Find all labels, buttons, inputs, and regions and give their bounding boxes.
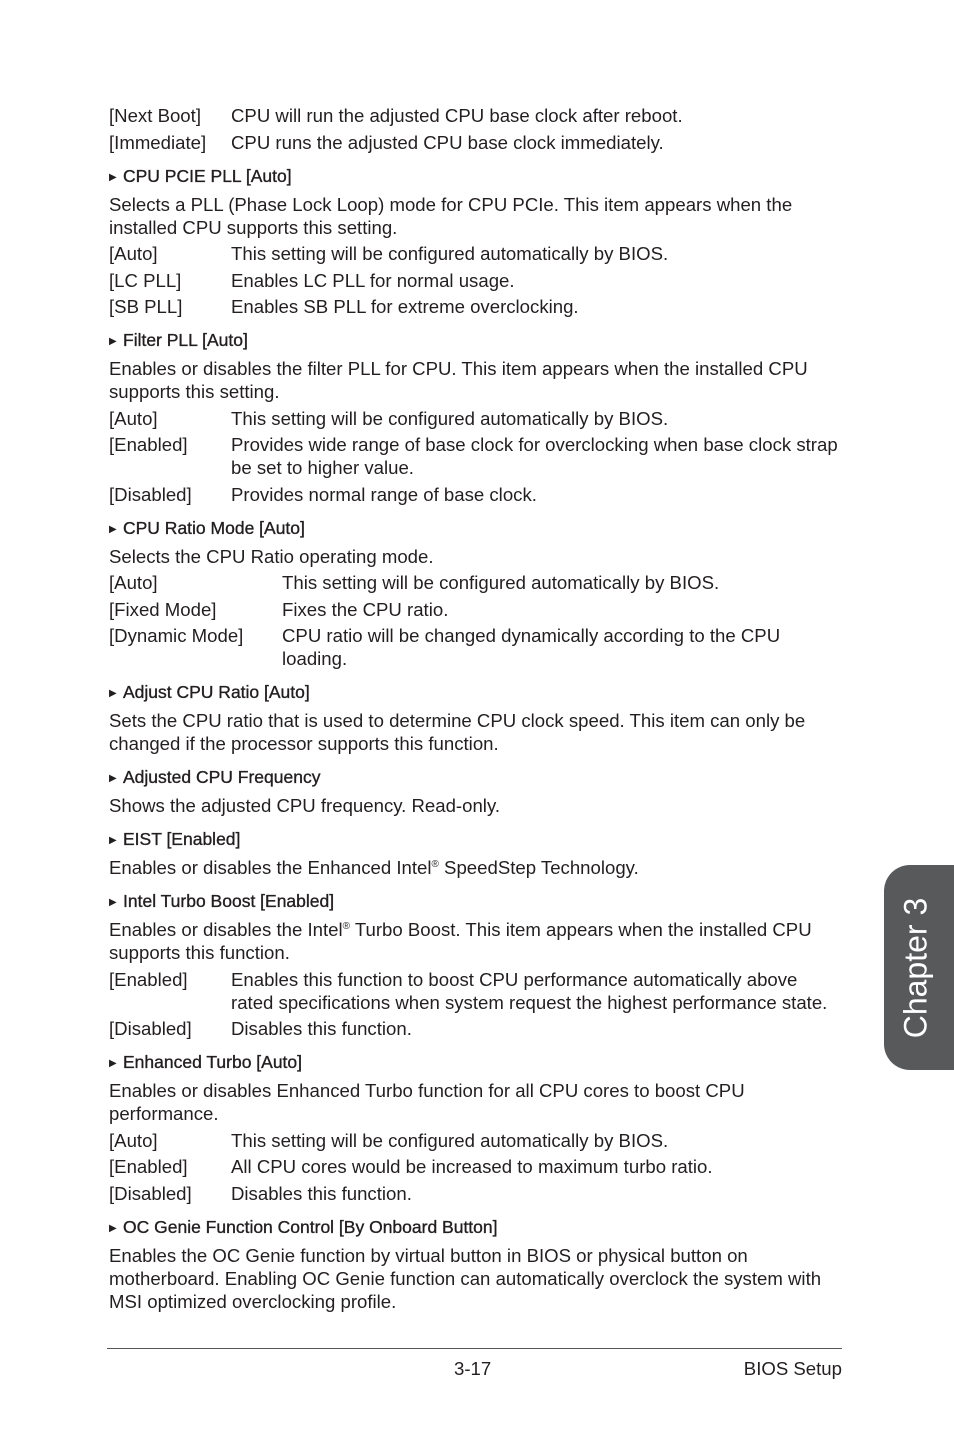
option-key: [Auto] xyxy=(109,1129,158,1151)
option-row xyxy=(109,407,844,430)
section-heading: ▶ Filter PLL [Auto] xyxy=(109,329,844,353)
option-row xyxy=(109,433,844,479)
option-value: Enables LC PLL for normal usage. xyxy=(231,269,515,291)
section-cpu-pcie-pll xyxy=(109,165,844,319)
option-value: CPU ratio will be changed dynamically according to the CPU loading. xyxy=(282,625,781,669)
option-key: [Disabled] xyxy=(109,1182,192,1204)
option-row xyxy=(109,598,844,621)
section-heading: ▶ Intel Turbo Boost [Enabled] xyxy=(109,890,844,914)
section-description: Sets the CPU ratio that is used to determine CPU clock speed. This item can only be changed if the processor supports this function. xyxy=(109,710,806,754)
section-intel-turbo-boost xyxy=(109,890,844,1040)
option-row xyxy=(109,483,844,506)
section-heading: ▶ CPU PCIE PLL [Auto] xyxy=(109,165,844,189)
option-key: [Enabled] xyxy=(109,968,188,990)
option-row xyxy=(109,1017,844,1040)
option-value: Disables this function. xyxy=(231,1182,412,1204)
option-value: All CPU cores would be increased to maximum turbo ratio. xyxy=(231,1156,713,1177)
option-value: Provides wide range of base clock for overclocking when base clock strap be set to higher value. xyxy=(231,434,838,478)
option-value: This setting will be configured automatically by BIOS. xyxy=(231,243,669,264)
intro-options xyxy=(109,104,844,154)
option-key: [Immediate] xyxy=(109,131,207,153)
option-value: Disables this function. xyxy=(231,1018,412,1039)
option-value: CPU runs the adjusted CPU base clock immediately. xyxy=(231,131,664,153)
option-key: [Disabled] xyxy=(109,483,192,505)
option-row xyxy=(109,968,844,1014)
section-description: Enables the OC Genie function by virtual button in BIOS or physical button on motherboard. Enabling OC Genie function can automatically overclock the system with MSI optimized overclocking profile. xyxy=(109,1244,822,1312)
option-key: [SB PLL] xyxy=(109,296,183,317)
triangle-bullet-icon: ▶ xyxy=(109,1222,117,1234)
section-enhanced-turbo xyxy=(109,1051,844,1205)
option-value: Enables SB PLL for extreme overclocking. xyxy=(231,296,579,317)
option-value: This setting will be configured automatically by BIOS. xyxy=(282,572,720,593)
option-key: [Auto] xyxy=(109,572,158,593)
option-key: [Enabled] xyxy=(109,434,188,455)
option-value: Enables this function to boost CPU performance automatically above rated specifications when system request the highest performance state. xyxy=(231,968,828,1013)
option-value: CPU will run the adjusted CPU base clock after reboot. xyxy=(231,105,683,126)
triangle-bullet-icon: ▶ xyxy=(109,773,117,784)
section-heading: ▶ Adjust CPU Ratio [Auto] xyxy=(109,681,844,705)
triangle-bullet-icon: ▶ xyxy=(109,688,117,699)
section-adjust-cpu-ratio xyxy=(109,681,844,755)
section-heading: ▶ OC Genie Function Control [By Onboard Button] xyxy=(109,1216,844,1240)
section-filter-pll xyxy=(109,329,844,506)
section-heading: ▶ Enhanced Turbo [Auto] xyxy=(109,1051,844,1075)
option-row xyxy=(109,242,844,265)
triangle-bullet-icon: ▶ xyxy=(109,897,117,908)
page-content xyxy=(109,104,844,1316)
section-description: Enables or disables the Intel® Turbo Boost. This item appears when the installed CPU supports this function. xyxy=(109,919,812,963)
section-description: Enables or disables Enhanced Turbo function for all CPU cores to boost CPU performance. xyxy=(109,1080,745,1124)
option-row xyxy=(109,1155,844,1178)
triangle-bullet-icon: ▶ xyxy=(109,1058,117,1069)
option-row xyxy=(109,104,844,127)
option-value: This setting will be configured automatically by BIOS. xyxy=(231,407,669,429)
option-value: Provides normal range of base clock. xyxy=(231,483,537,505)
option-row xyxy=(109,295,844,318)
section-heading: ▶ EIST [Enabled] xyxy=(109,828,844,852)
triangle-bullet-icon: ▶ xyxy=(109,523,117,535)
option-row xyxy=(109,131,844,154)
option-key: [Next Boot] xyxy=(109,105,201,126)
footer-divider xyxy=(107,1348,842,1349)
option-key: [Enabled] xyxy=(109,1156,188,1177)
triangle-bullet-icon: ▶ xyxy=(109,171,117,183)
section-heading: ▶ Adjusted CPU Frequency xyxy=(109,766,844,790)
option-value: Fixes the CPU ratio. xyxy=(282,598,449,620)
option-row xyxy=(109,624,844,670)
option-key: [Dynamic Mode] xyxy=(109,625,244,646)
section-oc-genie xyxy=(109,1216,844,1313)
option-row xyxy=(109,1182,844,1205)
option-key: [LC PLL] xyxy=(109,269,182,291)
section-adjusted-cpu-frequency xyxy=(109,766,844,817)
option-key: [Auto] xyxy=(109,407,158,429)
page-number: 3-17 xyxy=(454,1358,492,1379)
section-description: Shows the adjusted CPU frequency. Read-only. xyxy=(109,795,501,816)
option-key: [Disabled] xyxy=(109,1018,192,1039)
footer-title: BIOS Setup xyxy=(743,1358,842,1379)
option-row xyxy=(109,269,844,292)
option-row xyxy=(109,571,844,594)
section-description: Enables or disables the filter PLL for CPU. This item appears when the installed CPU supports this setting. xyxy=(109,358,808,402)
chapter-tab xyxy=(884,865,954,1070)
section-heading: ▶ CPU Ratio Mode [Auto] xyxy=(109,517,844,541)
registered-mark: ® xyxy=(431,859,439,870)
option-key: [Auto] xyxy=(109,243,158,264)
section-description: Selects the CPU Ratio operating mode. xyxy=(109,545,434,567)
chapter-tab-label: Chapter 3 xyxy=(897,897,934,1038)
option-key: [Fixed Mode] xyxy=(109,598,217,620)
triangle-bullet-icon: ▶ xyxy=(109,835,117,846)
triangle-bullet-icon: ▶ xyxy=(109,336,117,347)
option-row xyxy=(109,1129,844,1152)
section-cpu-ratio-mode xyxy=(109,517,844,671)
section-description: Enables or disables the Enhanced Intel® SpeedStep Technology. xyxy=(109,857,639,878)
registered-mark: ® xyxy=(342,921,350,932)
section-eist xyxy=(109,828,844,879)
section-description: Selects a PLL (Phase Lock Loop) mode for CPU PCIe. This item appears when the installed CPU supports this setting. xyxy=(109,193,793,238)
option-value: This setting will be configured automatically by BIOS. xyxy=(231,1129,669,1151)
